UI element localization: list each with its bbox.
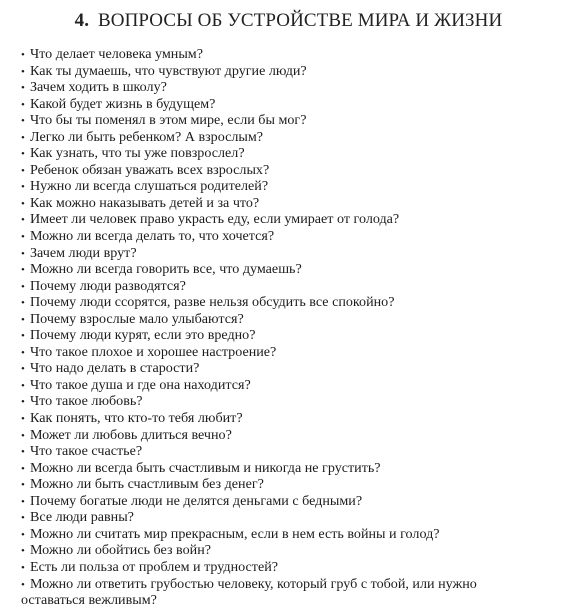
bullet-icon: • — [21, 49, 25, 61]
question-text: Почему богатые люди не делятся деньгами с бедными? — [30, 492, 363, 509]
question-item — [21, 262, 566, 279]
question-item — [21, 212, 566, 229]
bullet-icon: • — [21, 214, 25, 227]
bullet-icon: • — [21, 346, 25, 359]
bullet-icon: • — [21, 578, 25, 591]
question-item — [21, 97, 566, 114]
bullet-icon: • — [21, 545, 25, 558]
question-item — [21, 378, 566, 395]
bullet-icon: • — [21, 512, 25, 525]
question-text: Почему люди разводятся? — [30, 277, 186, 294]
bullet-icon: • — [21, 528, 25, 541]
question-item — [21, 494, 566, 511]
bullet-icon: • — [21, 379, 25, 392]
question-text: Что бы ты поменял в этом мире, если бы мог? — [30, 112, 307, 129]
question-item — [21, 146, 566, 163]
bullet-icon: • — [21, 495, 25, 508]
question-item — [21, 229, 566, 246]
question-text: Почему взрослые мало улыбаются? — [30, 310, 244, 327]
question-text: Зачем люди врут? — [30, 244, 137, 261]
question-text: Имеет ли человек право украсть еду, если умирает от голода? — [30, 211, 400, 228]
question-item — [21, 428, 566, 445]
bullet-icon: • — [21, 396, 25, 409]
bullet-icon: • — [21, 330, 25, 343]
bullet-icon: • — [21, 446, 25, 459]
question-text: Можно ли обойтись без войн? — [30, 542, 211, 559]
bullet-icon: • — [21, 197, 25, 210]
section-title: ВОПРОСЫ ОБ УСТРОЙСТВЕ МИРА И ЖИЗНИ — [97, 10, 503, 31]
question-text: Можно ли всегда делать то, что хочется? — [30, 228, 275, 245]
question-text: Что такое душа и где она находится? — [30, 376, 251, 393]
question-item — [21, 179, 566, 196]
bullet-icon: • — [21, 181, 25, 194]
question-item — [21, 163, 566, 180]
question-text: Ребенок обязан уважать всех взрослых? — [30, 161, 270, 178]
question-item — [21, 246, 566, 263]
question-text: Легко ли быть ребенком? А взрослым? — [30, 128, 264, 145]
bullet-icon: • — [21, 247, 25, 260]
question-text: Нужно ли всегда слушаться родителей? — [30, 178, 269, 195]
question-text: Что надо делать в старости? — [30, 360, 200, 377]
question-item — [21, 527, 566, 544]
question-text: Зачем ходить в школу? — [30, 79, 167, 96]
question-item — [21, 312, 566, 329]
question-text: Что такое плохое и хорошее настроение? — [30, 343, 277, 360]
bullet-icon: • — [21, 115, 25, 128]
question-item — [21, 477, 566, 494]
question-text: Почему люди ссорятся, разве нельзя обсудить все спокойно? — [30, 294, 395, 311]
question-text: Может ли любовь длиться вечно? — [30, 426, 232, 443]
question-text: Можно ли всегда говорить все, что думаешь? — [30, 261, 302, 278]
bullet-icon: • — [21, 313, 25, 326]
question-item — [21, 560, 566, 577]
question-text: Есть ли польза от проблем и трудностей? — [30, 558, 279, 575]
bullet-icon: • — [21, 561, 25, 574]
question-item — [21, 328, 566, 345]
bullet-icon: • — [21, 82, 25, 95]
bullet-icon: • — [21, 429, 25, 442]
bullet-icon: • — [21, 479, 25, 492]
bullet-icon: • — [21, 164, 25, 177]
question-item — [21, 196, 566, 213]
question-text: Почему люди курят, если это вредно? — [30, 327, 256, 344]
question-item — [21, 295, 566, 312]
question-item — [21, 64, 566, 81]
bullet-icon: • — [21, 131, 25, 144]
question-text: Как можно наказывать детей и за что? — [30, 194, 260, 211]
question-item — [21, 411, 566, 428]
question-item — [21, 130, 566, 147]
question-item — [21, 461, 566, 478]
question-text: Что такое любовь? — [30, 393, 143, 410]
question-item — [21, 543, 566, 560]
bullet-icon: • — [21, 148, 25, 161]
question-text: Можно ли считать мир прекрасным, если в нем есть войны и голод? — [30, 525, 440, 542]
question-text: Какой будет жизнь в будущем? — [30, 95, 216, 112]
bullet-icon: • — [21, 462, 25, 475]
section-number: 4. — [74, 10, 90, 31]
bullet-icon: • — [21, 413, 25, 426]
question-text: Можно ли всегда быть счастливым и никогда не грустить? — [30, 459, 381, 476]
bullet-icon: • — [21, 231, 25, 244]
question-item — [21, 345, 566, 362]
question-text: Как ты думаешь, что чувствуют другие люди? — [30, 62, 307, 79]
question-text: Как понять, что кто-то тебя любит? — [30, 410, 243, 427]
bullet-icon: • — [21, 98, 25, 111]
question-item — [21, 113, 566, 130]
question-item — [21, 444, 566, 461]
question-text: Что такое счастье? — [30, 443, 143, 460]
bullet-icon: • — [21, 297, 25, 310]
section-heading — [0, 10, 577, 32]
question-text: Можно ли быть счастливым без денег? — [30, 476, 264, 493]
question-text: Что делает человека умным? — [30, 46, 203, 62]
question-text: Как узнать, что ты уже повзрослел? — [30, 145, 245, 162]
question-text: Можно ли ответить грубостью человеку, который груб с тобой, или нужно оставаться вежливым? — [21, 575, 477, 609]
bullet-icon: • — [21, 264, 25, 277]
question-item — [21, 394, 566, 411]
question-item — [21, 279, 566, 296]
question-item — [21, 577, 511, 609]
question-item — [21, 47, 566, 64]
bullet-icon: • — [21, 65, 25, 78]
question-list — [21, 47, 566, 609]
question-text: Все люди равны? — [30, 509, 134, 526]
question-item — [21, 80, 566, 97]
bullet-icon: • — [21, 280, 25, 293]
question-item — [21, 361, 566, 378]
question-item — [21, 510, 566, 527]
bullet-icon: • — [21, 363, 25, 376]
